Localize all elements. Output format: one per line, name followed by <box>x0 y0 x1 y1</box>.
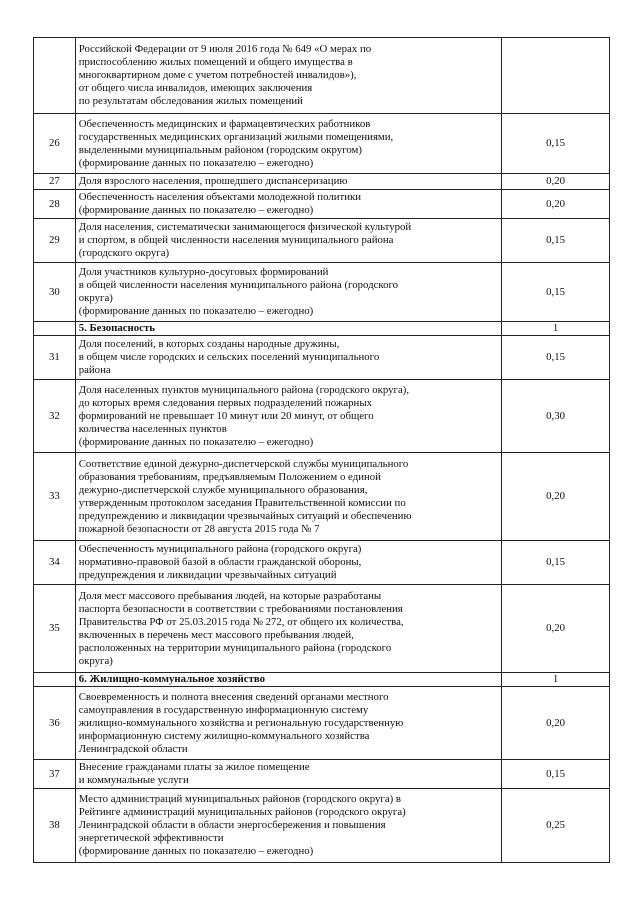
row-description: Российской Федерации от 9 июля 2016 года № 649 «О мерах по приспособлению жилых помещений и общего имущества в многоквартирном доме с учетом потребностей инвалидов»), от общего числа инвалидов, имеющих заключения по результатам обследования жилых помещений <box>75 38 501 114</box>
table-row <box>34 174 610 190</box>
section-header-row <box>34 673 610 687</box>
row-weight: 1 <box>502 673 610 687</box>
table-row <box>34 380 610 453</box>
table-row <box>34 263 610 322</box>
row-number: 38 <box>34 789 76 863</box>
row-weight: 0,15 <box>502 263 610 322</box>
row-weight: 0,20 <box>502 585 610 673</box>
row-number: 30 <box>34 263 76 322</box>
row-weight: 0,15 <box>502 219 610 263</box>
table-row <box>34 38 610 114</box>
row-number: 35 <box>34 585 76 673</box>
row-weight: 0,15 <box>502 760 610 789</box>
table-row <box>34 687 610 760</box>
row-description: Своевременность и полнота внесения сведений органами местного самоуправления в государственную информационную систему жилищно-коммунального хозяйства и региональную государственную информационную систему жилищно-коммунального хозяйства Ленинградской области <box>75 687 501 760</box>
row-description: 5. Безопасность <box>75 322 501 336</box>
table-row <box>34 789 610 863</box>
table-row <box>34 114 610 174</box>
row-description: Соответствие единой дежурно-диспетчерской службы муниципального образования требованиям, предъявляемым Положением о единой дежурно-диспетчерской службе муниципального образования, утвержденным протоколом заседания Правительственной комиссии по предупреждению и ликвидации чрезвычайных ситуаций и обеспечению пожарной безопасности от 28 августа 2015 года № 7 <box>75 453 501 541</box>
table-row <box>34 760 610 789</box>
row-description: Обеспеченность муниципального района (городского округа) нормативно-правовой базой в области гражданской обороны, предупреждения и ликвидации чрезвычайных ситуаций <box>75 541 501 585</box>
row-weight: 0,25 <box>502 789 610 863</box>
row-weight: 0,20 <box>502 453 610 541</box>
row-number: 28 <box>34 190 76 219</box>
row-weight: 1 <box>502 322 610 336</box>
row-description: Доля поселений, в которых созданы народные дружины, в общем числе городских и сельских поселений муниципального района <box>75 336 501 380</box>
row-number: 34 <box>34 541 76 585</box>
row-number: 32 <box>34 380 76 453</box>
row-number: 37 <box>34 760 76 789</box>
row-number <box>34 673 76 687</box>
row-weight: 0,20 <box>502 687 610 760</box>
table-row <box>34 190 610 219</box>
row-number <box>34 38 76 114</box>
row-description: Обеспеченность населения объектами молодежной политики (формирование данных по показателю – ежегодно) <box>75 190 501 219</box>
row-number: 26 <box>34 114 76 174</box>
row-number <box>34 322 76 336</box>
table-row <box>34 453 610 541</box>
table-row <box>34 541 610 585</box>
row-description: Доля населенных пунктов муниципального района (городского округа), до которых время следования первых подразделений пожарных формирований не превышает 10 минут или 20 минут, от общего количества населенных пунктов (формирование данных по показателю – ежегодно) <box>75 380 501 453</box>
row-number: 29 <box>34 219 76 263</box>
row-weight: 0,30 <box>502 380 610 453</box>
row-number: 27 <box>34 174 76 190</box>
row-number: 36 <box>34 687 76 760</box>
section-header-row <box>34 322 610 336</box>
row-weight: 0,15 <box>502 114 610 174</box>
row-description: Доля мест массового пребывания людей, на которые разработаны паспорта безопасности в соответствии с требованиями постановления Правительства РФ от 25.03.2015 года № 272, от общего их количества, включенных в перечень мест массового пребывания людей, расположенных на территории муниципального района (городского округа) <box>75 585 501 673</box>
row-weight: 0,20 <box>502 190 610 219</box>
table-row <box>34 336 610 380</box>
row-description: Обеспеченность медицинских и фармацевтических работников государственных медицинских организаций жилыми помещениями, выделенными муниципальным районом (городским округом) (формирование данных по показателю – ежегодно) <box>75 114 501 174</box>
row-weight: 0,15 <box>502 541 610 585</box>
indicators-table <box>33 37 610 863</box>
row-description: Место администраций муниципальных районов (городского округа) в Рейтинге администраций муниципальных районов (городского округа) Ленинградской области в области энергосбережения и повышения энергетической эффективности (формирование данных по показателю – ежегодно) <box>75 789 501 863</box>
row-weight <box>502 38 610 114</box>
table-row <box>34 219 610 263</box>
indicators-table-body <box>34 38 610 863</box>
row-number: 33 <box>34 453 76 541</box>
row-description: Доля участников культурно-досуговых формирований в общей численности населения муниципального района (городского округа) (формирование данных по показателю – ежегодно) <box>75 263 501 322</box>
row-weight: 0,20 <box>502 174 610 190</box>
row-description: Доля взрослого населения, прошедшего диспансеризацию <box>75 174 501 190</box>
table-row <box>34 585 610 673</box>
row-description: Внесение гражданами платы за жилое помещение и коммунальные услуги <box>75 760 501 789</box>
row-description: 6. Жилищно-коммунальное хозяйство <box>75 673 501 687</box>
row-number: 31 <box>34 336 76 380</box>
row-description: Доля населения, систематически занимающегося физической культурой и спортом, в общей численности населения муниципального района (городского округа) <box>75 219 501 263</box>
row-weight: 0,15 <box>502 336 610 380</box>
